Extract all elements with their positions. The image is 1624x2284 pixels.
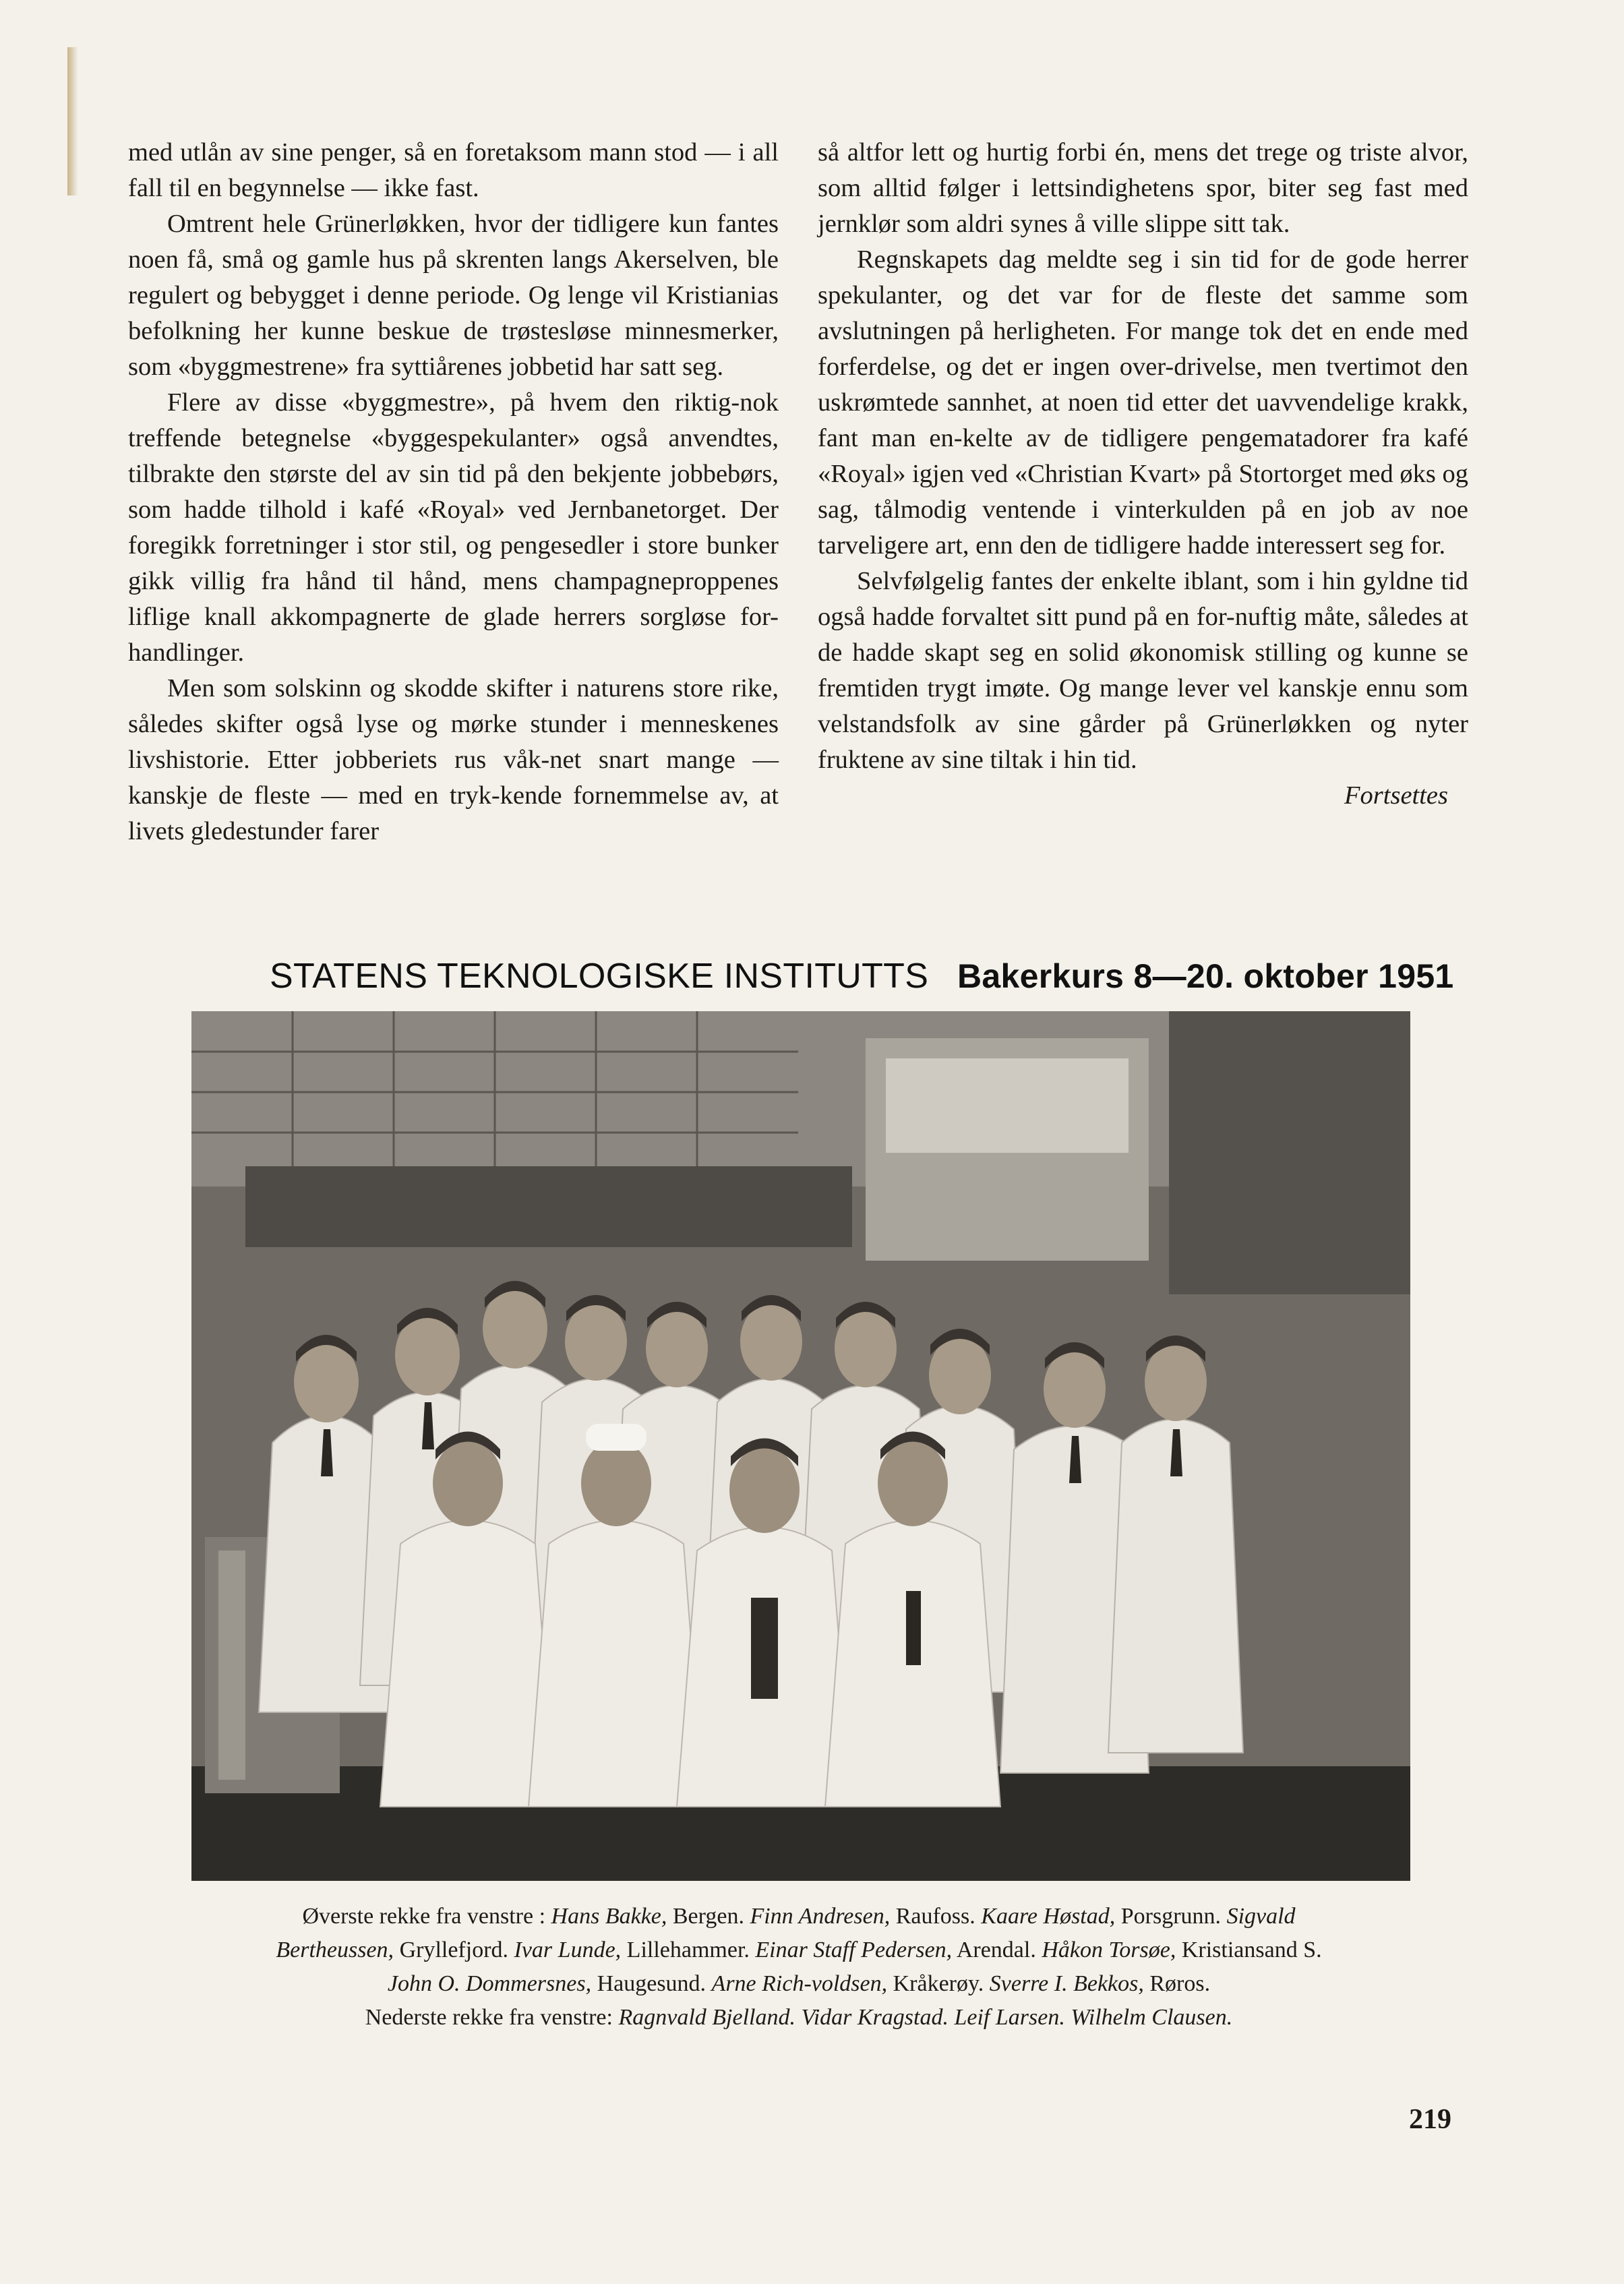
person-place: Røros. [1149,1971,1211,1996]
paragraph: så altfor lett og hurtig forbi én, mens det trege og triste alvor, som alltid følger i lettsindighetens spor, biter seg fast med jernklør som aldri synes å ville slippe sitt tak. [818,138,1468,238]
person-name: Vidar Kragstad. [801,2005,949,2030]
photo-heading [270,956,1454,996]
person-name: Sigvald Bertheussen, [276,1904,1296,1962]
photo-caption [256,1900,1342,2035]
group-photo [191,1011,1410,1881]
person-name: Finn Andresen, [750,1904,891,1929]
page-number: 219 [1409,2104,1451,2135]
person-place: Raufoss. [895,1904,975,1929]
person-place: Lillehammer. [626,1937,750,1962]
top-row-label: Øverste rekke fra venstre : [302,1904,546,1929]
paragraph: Flere av disse «byggmestre», på hvem den riktig-nok treffende betegnelse «byggespekulanter» også anvendtes, tilbrakte den største del av sin tid på den bekjente jobbebørs, som hadde tilhold i kafé «Royal» ved Jernbanetorget. Der foregikk forretninger i stor stil, og pengesedler i store bunker gikk villig fra hånd til hånd, mens champagneproppenes liflige knall akkompagnerte de glade herrers sorgløse for-handlinger. [128,388,779,667]
person-name: Hans Bakke, [551,1904,667,1929]
person-place: Porsgrunn. [1120,1904,1222,1929]
person-place: Bergen. [672,1904,744,1929]
left-text-column [128,135,779,849]
person-name: Wilhelm Clausen. [1071,2005,1233,2030]
paragraph: Regnskapets dag meldte seg i sin tid for de gode herrer spekulanter, og det var for de fleste det samme som avslutningen på herligheten. For mange tok det en ende med forferdelse, og det er ingen over-drivelse, men tvertimot den uskrømtede sannhet, at noen tid etter det uavvendelige krakk, fant man en-kelte av de tidligere pengematadorer fra kafé «Royal» igjen ved «Christian Kvart» på Stortorget med øks og sag, tålmodig ventende i vinterkulden på en job av noe tarveligere art, enn den de tidligere hadde interessert seg for. [818,245,1468,560]
course-title: Bakerkurs 8—20. oktober 1951 [957,957,1454,995]
person-place: Kristiansand S. [1181,1937,1322,1962]
bottom-row-label: Nederste rekke fra venstre: [365,2005,613,2030]
person-name: Einar Staff Pedersen, [755,1937,953,1962]
person-place: Arendal. [956,1937,1036,1962]
paragraph: Omtrent hele Grünerløkken, hvor der tidligere kun fantes noen få, små og gamle hus på skrenten langs Akerselven, ble regulert og bebygget i denne periode. Og lenge vil Kristianias befolkning her kunne beskue de trøstesløse minnesmerker, som «byggmestrene» fra syttiårenes jobbetid har satt seg. [128,210,779,381]
page-edge-shadow [67,47,78,196]
person-name: Sverre I. Bekkos, [989,1971,1144,1996]
person-name: Kaare Høstad, [981,1904,1116,1929]
institute-title: STATENS TEKNOLOGISKE INSTITUTTS [270,957,929,996]
group-photo-illustration [191,1011,1410,1881]
paragraph: med utlån av sine penger, så en foretaksom mann stod — i all fall til en begynnelse — ikke fast. [128,138,779,202]
person-name: Ivar Lunde, [514,1937,622,1962]
person-name: John O. Dommersnes, [387,1971,592,1996]
person-name: Håkon Torsøe, [1042,1937,1176,1962]
person-name: Ragnvald Bjelland. [618,2005,795,2030]
right-text-column [818,135,1468,814]
person-name: Arne Rich-voldsen, [711,1971,888,1996]
paragraph: Men som solskinn og skodde skifter i naturens store rike, således skifter også lyse og mørke stunder i menneskenes livshistorie. Etter jobberiets rus våk-net snart mange — kanskje de fleste — med en tryk-kende fornemmelse av, at livets gledestunder farer [128,674,779,845]
paragraph: Selvfølgelig fantes der enkelte iblant, som i hin gyldne tid også hadde forvaltet sitt pund på en for-nuftig måte, således at de hadde skapt seg en solid økonomisk stilling og kunne se fremtiden trygt imøte. Og mange lever vel kanskje ennu som velstandsfolk av sine gårder på Grünerløkken og nyter fruktene av sine tiltak i hin tid. [818,567,1468,774]
person-name: Leif Larsen. [954,2005,1065,2030]
person-place: Gryllefjord. [399,1937,509,1962]
continued-signature: Fortsettes [1344,781,1448,810]
person-place: Kråkerøy. [893,1971,984,1996]
person-place: Haugesund. [597,1971,706,1996]
